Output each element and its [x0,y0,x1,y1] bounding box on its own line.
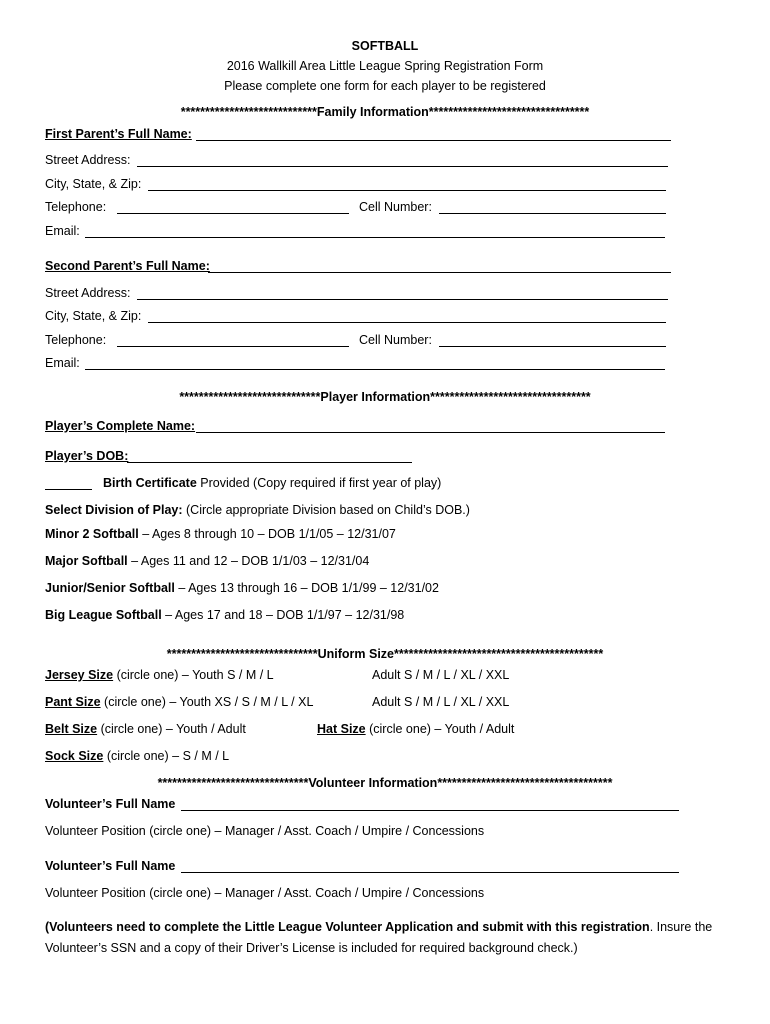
division-instruction [45,503,470,518]
first-parent-name-label: First Parent’s Full Name: [45,127,192,141]
first-parent-street-field[interactable] [137,166,668,167]
uniform-size-heading: Uniform Size [317,647,395,661]
volunteer-2-name-label: Volunteer’s Full Name [45,859,176,873]
division-detail: – Ages 13 through 16 – DOB 1/1/99 – 12/31/02 [174,581,439,595]
pant-size-youth-options: (circle one) – Youth XS / S / M / L / XL [100,695,314,709]
volunteer-note-bold: (Volunteers need to complete the Little League Volunteer Application and submit with this registration [45,920,650,934]
first-parent-street-label: Street Address: [45,153,131,167]
banner-stars-right: ********************************* [430,390,591,404]
division-detail: – Ages 17 and 18 – DOB 1/1/97 – 12/31/98 [161,608,405,622]
banner-stars-left: ******************************* [166,647,318,661]
division-option[interactable] [45,527,396,542]
division-detail: – Ages 11 and 12 – DOB 1/1/03 – 12/31/04 [127,554,370,568]
second-parent-city-label: City, State, & Zip: [45,309,142,323]
player-info-banner [0,390,770,404]
hat-size-options: (circle one) – Youth / Adult [365,722,515,736]
division-option[interactable] [45,581,439,596]
division-title: Select Division of Play: [45,503,183,517]
player-info-heading: Player Information [320,390,431,404]
birth-certificate-note [103,476,441,491]
banner-stars-left: ***************************** [179,390,321,404]
banner-stars-right: ************************************ [437,776,613,790]
first-parent-telephone-label: Telephone: [45,200,107,214]
jersey-size-label: Jersey Size [45,668,114,682]
division-name: Big League Softball [45,608,162,622]
birth-certificate-text: Provided (Copy required if first year of play) [196,476,442,490]
first-parent-cell-field[interactable] [439,213,666,214]
volunteer-2-position-options[interactable]: Volunteer Position (circle one) – Manager / Asst. Coach / Umpire / Concessions [45,886,485,900]
second-parent-city-field[interactable] [148,322,666,323]
volunteer-2-name-field[interactable] [181,872,679,873]
jersey-size-youth-options: (circle one) – Youth S / M / L [113,668,274,682]
division-name: Minor 2 Softball [45,527,139,541]
pant-size-label: Pant Size [45,695,101,709]
first-parent-name-field[interactable] [196,140,671,141]
belt-size-label: Belt Size [45,722,98,736]
belt-size-options: (circle one) – Youth / Adult [97,722,246,736]
banner-stars-left: **************************** [180,105,317,119]
second-parent-cell-label: Cell Number: [359,333,432,347]
second-parent-email-label: Email: [45,356,80,370]
second-parent-name-field[interactable] [208,272,671,273]
division-note: (Circle appropriate Division based on Child’s DOB.) [182,503,470,517]
volunteer-1-name-label: Volunteer’s Full Name [45,797,176,811]
hat-size[interactable] [317,722,514,737]
division-name: Major Softball [45,554,128,568]
sock-size-options: (circle one) – S / M / L [103,749,230,763]
banner-stars-left: ******************************* [157,776,309,790]
player-dob-field[interactable] [127,462,412,463]
volunteer-info-heading: Volunteer Information [308,776,438,790]
first-parent-telephone-field[interactable] [117,213,349,214]
division-option[interactable] [45,608,404,623]
form-subtitle: 2016 Wallkill Area Little League Spring Registration Form [226,59,544,73]
volunteer-1-position-options[interactable]: Volunteer Position (circle one) – Manager / Asst. Coach / Umpire / Concessions [45,824,485,838]
second-parent-email-field[interactable] [85,369,665,370]
second-parent-street-label: Street Address: [45,286,131,300]
second-parent-cell-field[interactable] [439,346,666,347]
banner-stars-right: ********************************* [428,105,590,119]
uniform-size-banner [0,647,770,661]
volunteer-info-banner [0,776,770,790]
banner-stars-right: ******************************************* [394,647,604,661]
form-title: SOFTBALL [351,39,419,53]
division-option[interactable] [45,554,369,569]
birth-certificate-checkbox-line[interactable] [45,489,92,490]
player-name-field[interactable] [196,432,665,433]
family-info-heading: Family Information [316,105,429,119]
volunteer-note-line-2: Volunteer’s SSN and a copy of their Driver’s License is included for required background check.) [45,941,578,955]
volunteer-note-line-1 [45,920,712,935]
division-detail: – Ages 8 through 10 – DOB 1/1/05 – 12/31/07 [138,527,396,541]
second-parent-telephone-field[interactable] [117,346,349,347]
jersey-size-adult-options[interactable]: Adult S / M / L / XL / XXL [372,668,510,682]
second-parent-name-label: Second Parent’s Full Name: [45,259,210,273]
volunteer-note-rest: . Insure the [649,920,713,934]
family-info-banner [0,105,770,119]
sock-size-label: Sock Size [45,749,104,763]
first-parent-email-field[interactable] [85,237,665,238]
volunteer-1-name-field[interactable] [181,810,679,811]
birth-certificate-label: Birth Certificate [103,476,197,490]
form-instruction: Please complete one form for each player to be registered [224,79,546,93]
first-parent-city-label: City, State, & Zip: [45,177,142,191]
player-name-label: Player’s Complete Name: [45,419,196,433]
first-parent-city-field[interactable] [148,190,666,191]
sock-size[interactable] [45,749,229,764]
second-parent-telephone-label: Telephone: [45,333,107,347]
first-parent-email-label: Email: [45,224,80,238]
second-parent-street-field[interactable] [137,299,668,300]
player-dob-label: Player’s DOB: [45,449,129,463]
hat-size-label: Hat Size [317,722,366,736]
division-name: Junior/Senior Softball [45,581,175,595]
pant-size-adult-options[interactable]: Adult S / M / L / XL / XXL [372,695,510,709]
jersey-size-youth[interactable] [45,668,274,683]
first-parent-cell-label: Cell Number: [359,200,432,214]
pant-size-youth[interactable] [45,695,313,710]
belt-size[interactable] [45,722,246,737]
